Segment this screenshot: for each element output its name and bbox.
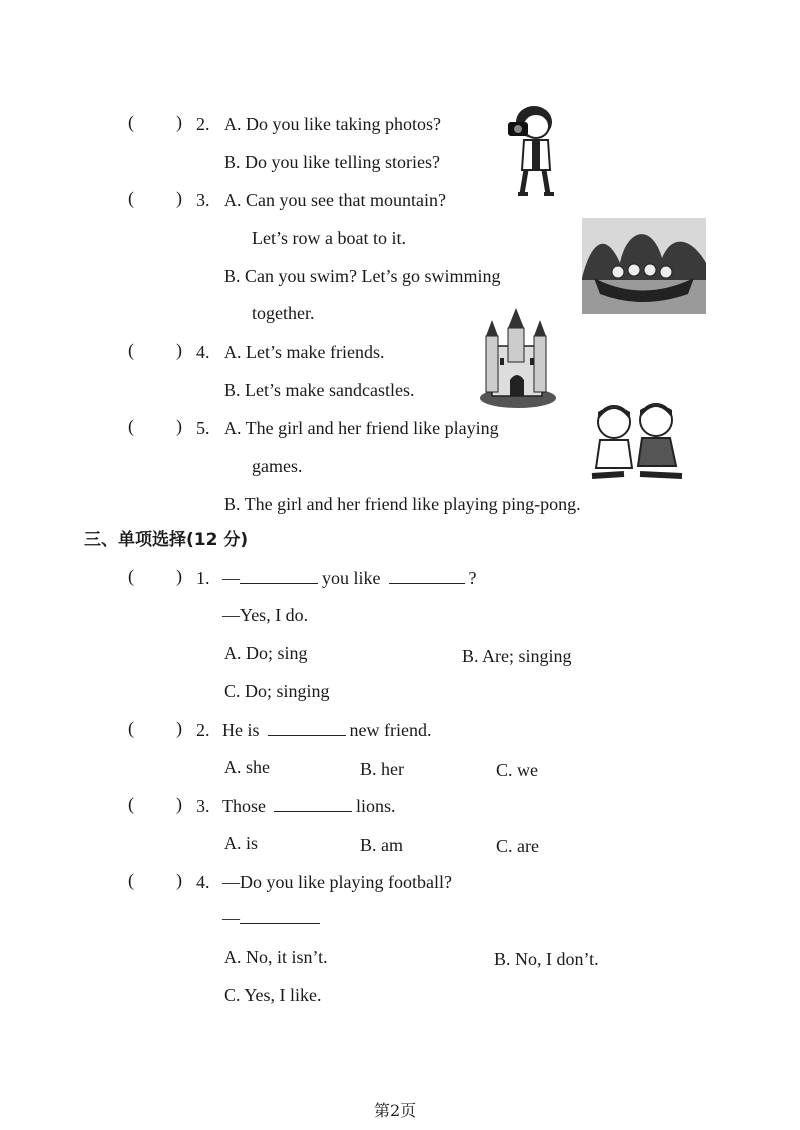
- answer-paren-close: ): [176, 112, 182, 132]
- answer-paren-close: ): [176, 340, 182, 360]
- question-end: lions.: [356, 796, 396, 816]
- question-end: ?: [468, 568, 477, 588]
- option-a-line2: games.: [252, 456, 303, 476]
- question-dash: —: [222, 568, 240, 588]
- answer-blank: [389, 567, 465, 584]
- question-start: He is: [222, 720, 260, 740]
- answer-paren-open: (: [128, 870, 134, 890]
- answer-paren-open: (: [128, 340, 134, 360]
- answer-paren-close: ): [176, 870, 182, 890]
- choice-c: C. Do; singing: [224, 681, 330, 701]
- question-middle: you like: [322, 568, 381, 588]
- item-number: 2.: [196, 114, 210, 134]
- answer-paren-close: ): [176, 718, 182, 738]
- question-number: 4.: [196, 872, 210, 892]
- answer-blank: [240, 907, 320, 924]
- choice-a: A. No, it isn’t.: [224, 947, 328, 967]
- sandcastle-picture: [474, 306, 558, 412]
- answer-paren-close: ): [176, 566, 182, 586]
- answer-dash: —: [222, 908, 240, 928]
- choice-b: B. her: [360, 759, 404, 779]
- question-end: new friend.: [349, 720, 432, 740]
- answer-paren-open: (: [128, 718, 134, 738]
- choice-b: B. am: [360, 835, 403, 855]
- option-b-line2: together.: [252, 303, 315, 323]
- option-a: A. Can you see that mountain?: [224, 190, 446, 210]
- answer-paren-close: ): [176, 794, 182, 814]
- choice-a: A. Do; sing: [224, 643, 308, 663]
- choice-c: C. are: [496, 836, 539, 856]
- option-a: A. The girl and her friend like playing: [224, 418, 499, 438]
- question-start: Those: [222, 796, 266, 816]
- rowing-boat-picture: [582, 218, 706, 314]
- question-number: 1.: [196, 568, 210, 588]
- question-text: [222, 719, 431, 741]
- option-a: A. Let’s make friends.: [224, 342, 385, 362]
- choice-b: B. No, I don’t.: [494, 949, 599, 969]
- option-b: B. Let’s make sandcastles.: [224, 380, 415, 400]
- page-number: 第2页: [374, 1101, 417, 1120]
- answer-line: —Yes, I do.: [222, 605, 309, 625]
- item-number: 4.: [196, 342, 210, 362]
- answer-blank: [274, 795, 352, 812]
- answer-paren-open: (: [128, 112, 134, 132]
- two-girls-picture: [584, 398, 688, 484]
- answer-paren-close: ): [176, 188, 182, 208]
- answer-paren-open: (: [128, 566, 134, 586]
- choice-c: C. we: [496, 760, 538, 780]
- question-text: —Do you like playing football?: [222, 872, 452, 892]
- item-number: 5.: [196, 418, 210, 438]
- answer-paren-open: (: [128, 188, 134, 208]
- choice-b: B. Are; singing: [462, 646, 572, 666]
- option-a-line2: Let’s row a boat to it.: [252, 228, 406, 248]
- question-text: [222, 567, 477, 589]
- option-a: A. Do you like taking photos?: [224, 114, 441, 134]
- option-b: B. Do you like telling stories?: [224, 152, 440, 172]
- question-number: 3.: [196, 796, 210, 816]
- option-b: B. Can you swim? Let’s go swimming: [224, 266, 501, 286]
- question-number: 2.: [196, 720, 210, 740]
- answer-paren-close: ): [176, 416, 182, 436]
- option-b: B. The girl and her friend like playing ping-pong.: [224, 494, 581, 514]
- boy-camera-picture: [500, 100, 562, 198]
- section-title: 三、单项选择(12 分): [84, 530, 249, 550]
- answer-paren-open: (: [128, 416, 134, 436]
- answer-paren-open: (: [128, 794, 134, 814]
- answer-blank: [240, 567, 318, 584]
- answer-blank: [268, 719, 346, 736]
- question-text: [222, 795, 396, 817]
- choice-c: C. Yes, I like.: [224, 985, 322, 1005]
- item-number: 3.: [196, 190, 210, 210]
- choice-a: A. is: [224, 833, 259, 853]
- choice-a: A. she: [224, 757, 270, 777]
- answer-line: [222, 907, 324, 929]
